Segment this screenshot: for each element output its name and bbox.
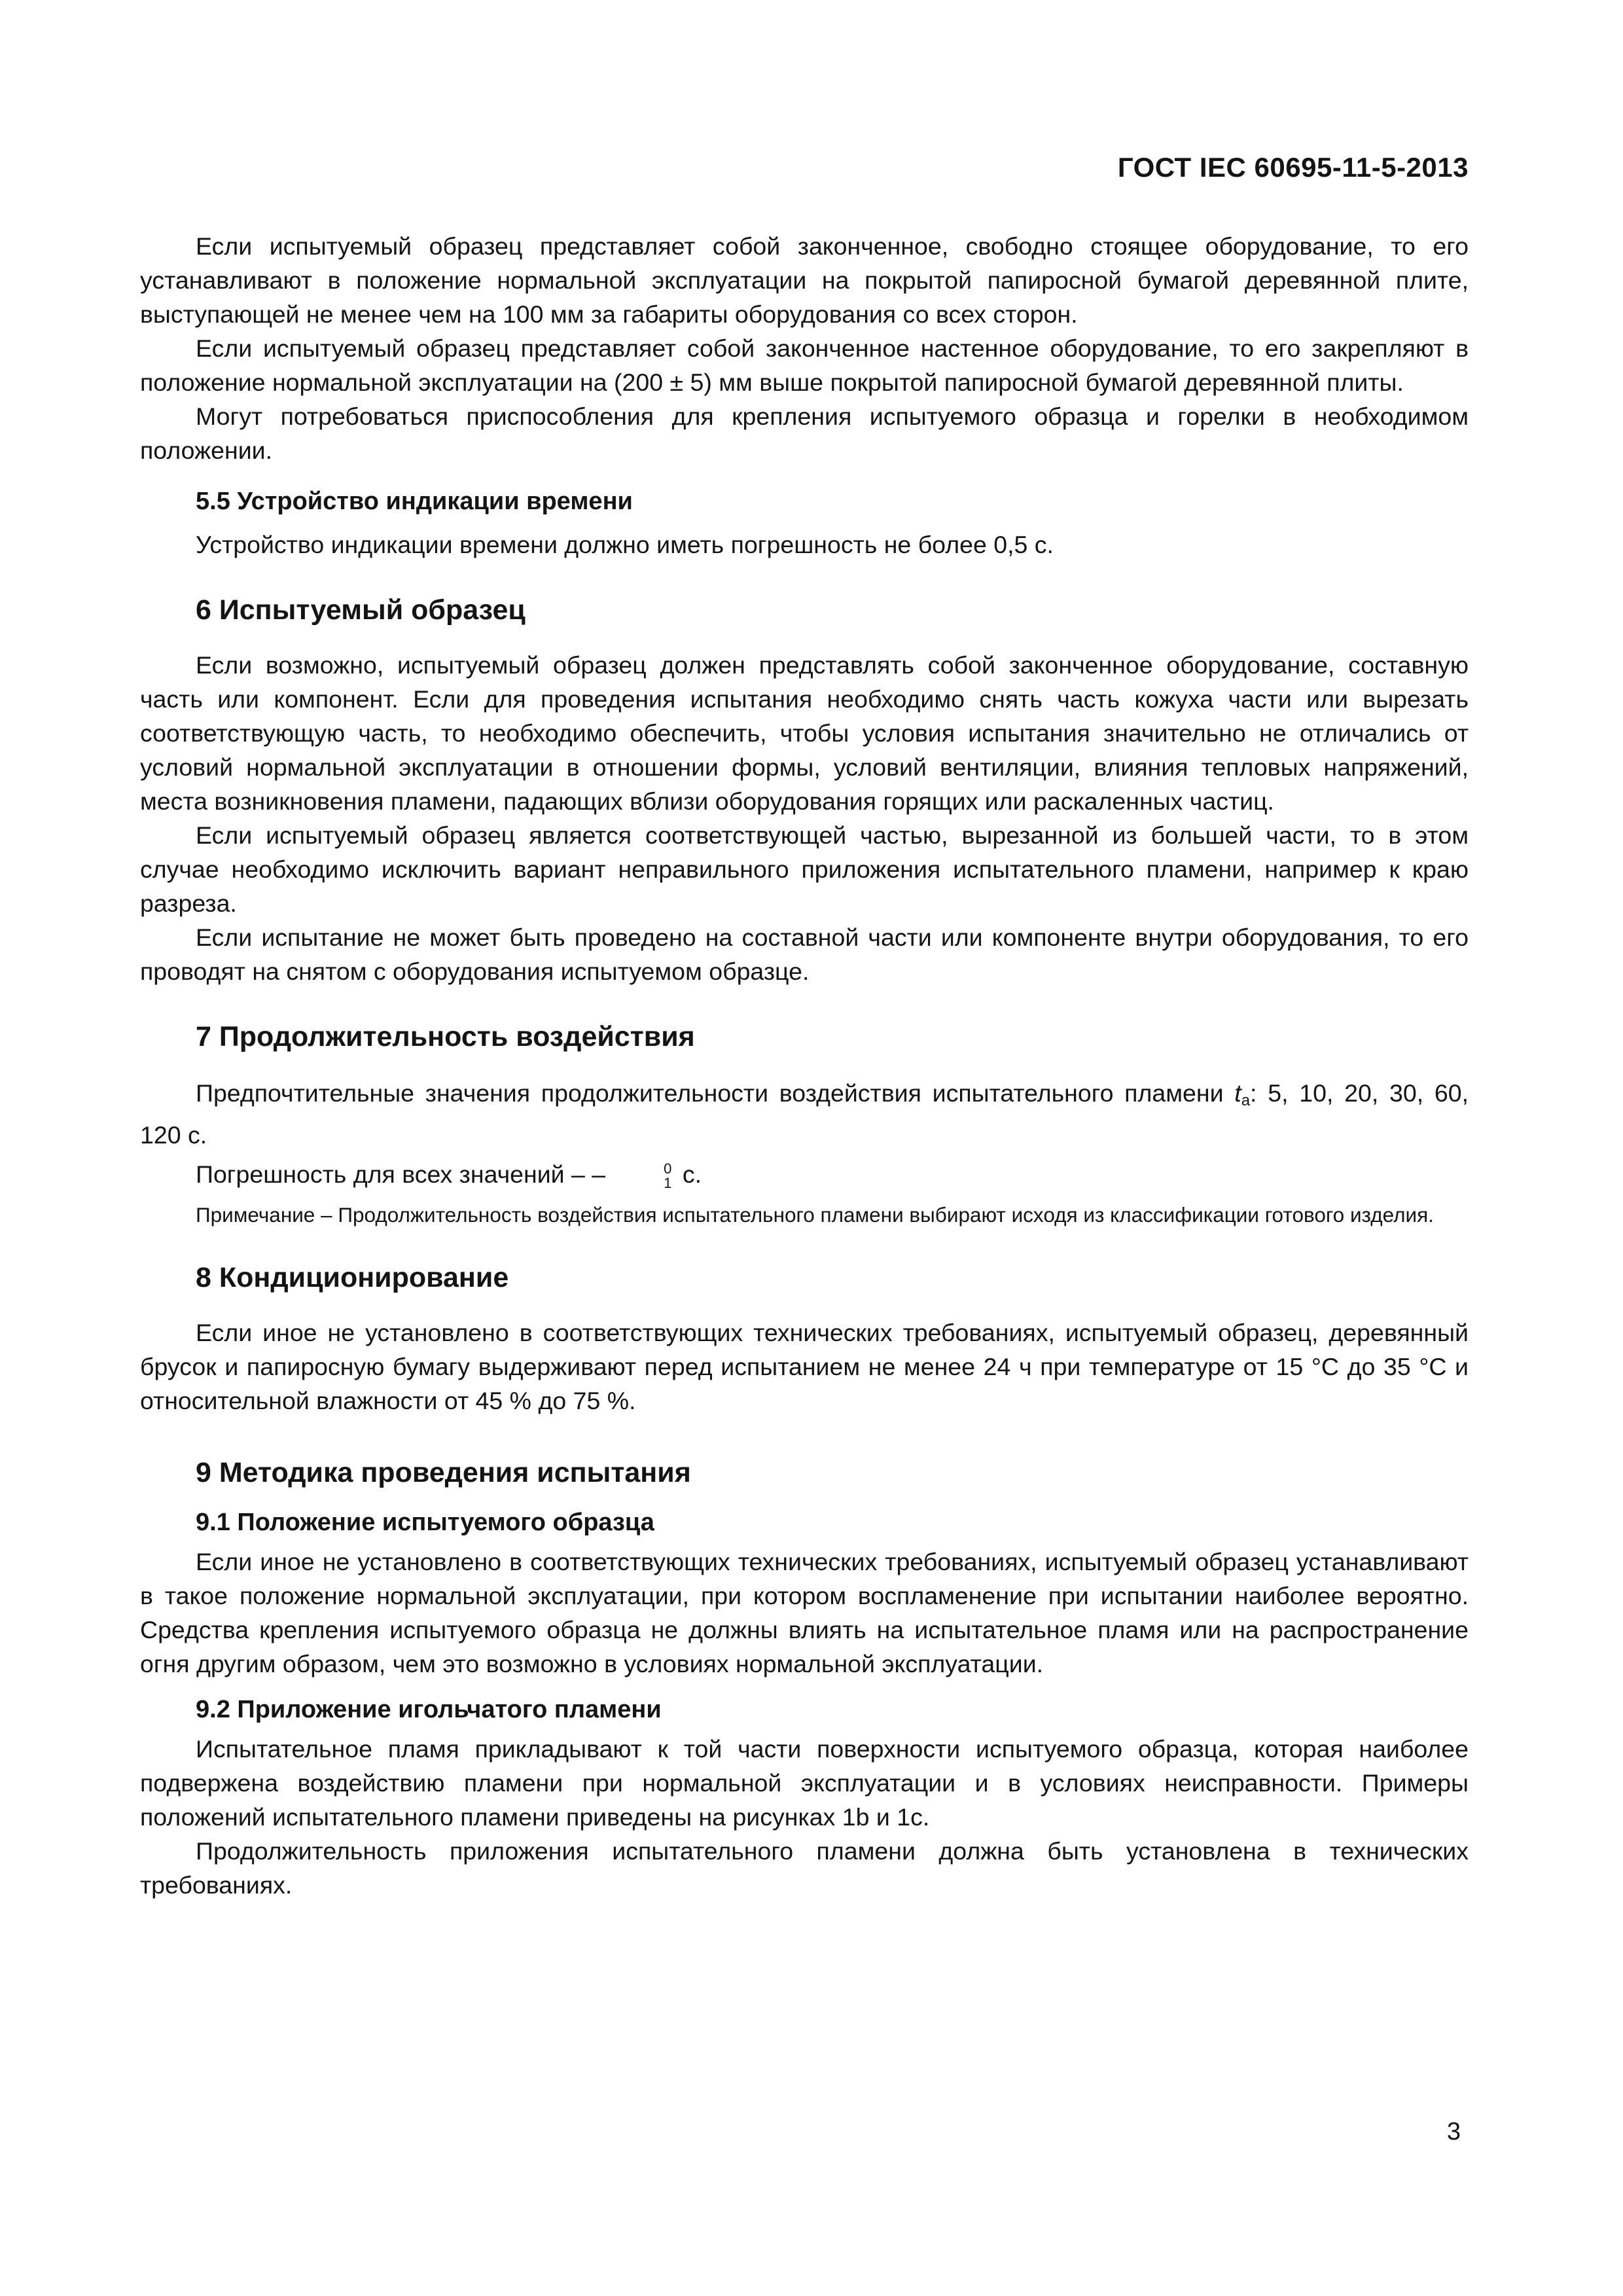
section-8-paragraph: Если иное не установлено в соответствующих технических требованиях, испытуемый образец, деревянный брусок и папиросную бумагу выдерживают перед испытанием не менее 24 ч при температуре от 15 °С до 35 °С и относительной влажности от 45 % до 75 %. bbox=[140, 1319, 1469, 1414]
section-7-note: Примечание – Продолжительность воздействия испытательного пламени выбирают исходя из классификации готового изделия. bbox=[196, 1203, 1434, 1227]
variable-t: t bbox=[1234, 1079, 1241, 1107]
section-6-heading: 6 Испытуемый образец bbox=[196, 594, 526, 626]
document-header: ГОСТ IEC 60695-11-5-2013 bbox=[1117, 152, 1469, 183]
intro-paragraph-2: Если испытуемый образец представляет собой законченное настенное оборудование, то его закрепляют в положение нормальной эксплуатации на (200 ± 5) мм выше покрытой папиросной бумагой деревянной плиты. bbox=[140, 334, 1469, 396]
section-9-2-heading: 9.2 Приложение игольчатого пламени bbox=[196, 1696, 662, 1723]
section-9-2-paragraph-1: Испытательное пламя прикладывают к той части поверхности испытуемого образца, которая наиболее подвержена воздействию пламени при нормальной эксплуатации и в условиях неисправности. Примеры положений испытательного пламени приведены на рисунках 1b и 1c. bbox=[140, 1735, 1469, 1831]
section-7-paragraph-1: Предпочтительные значения продолжительности воздействия испытательного пламени $t_a$: 5, 10, 20, 30, 60, 120 с. bbox=[140, 1079, 1469, 1149]
section-9-2-paragraph-2: Продолжительность приложения испытательного пламени должна быть установлена в технических требованиях. bbox=[140, 1837, 1469, 1899]
page-number: 3 bbox=[1446, 2118, 1461, 2145]
subscript-a: a bbox=[1241, 1092, 1251, 1109]
section-9-heading: 9 Методика проведения испытания bbox=[196, 1457, 691, 1488]
section-9-1-paragraph: Если иное не установлено в соответствующих технических требованиях, испытуемый образец устанавливают в такое положение нормальной эксплуатации, при котором воспламенение при испытании наиболее вероятно. Средства крепления испытуемого образца не должны влиять на испытательное пламя или на распространение огня другим образом, чем это возможно в условиях нормальной эксплуатации. bbox=[140, 1548, 1469, 1677]
section-5-5-heading: 5.5 Устройство индикации времени bbox=[196, 488, 633, 515]
section-7-paragraph-2: Погрешность для всех значений – – 0 1 с. bbox=[196, 1160, 702, 1192]
intro-paragraph-3: Могут потребоваться приспособления для крепления испытуемого образца и горелки в необходимом положении. bbox=[140, 403, 1469, 464]
section-5-5-paragraph: Устройство индикации времени должно иметь погрешность не более 0,5 с. bbox=[196, 531, 1054, 558]
section-6-paragraph-1: Если возможно, испытуемый образец должен представлять собой законченное оборудование, составную часть или компонент. Если для проведения испытания необходимо снять часть кожуха части или вырезать соответствующую часть, то необходимо обеспечить, чтобы условия испытания значительно не отличались от условий нормальной эксплуатации в отношении формы, условий вентиляции, влияния тепловых напряжений, места возникновения пламени, падающих вблизи оборудования горящих или раскаленных частиц. bbox=[140, 651, 1469, 815]
tolerance-value bbox=[608, 1162, 671, 1191]
intro-paragraph-1: Если испытуемый образец представляет собой законченное, свободно стоящее оборудование, то его устанавливают в положение нормальной эксплуатации на покрытой папиросной бумагой деревянной плите, выступающей не менее чем на 100 мм за габариты оборудования со всех сторон. bbox=[140, 232, 1469, 328]
section-6-paragraph-3: Если испытание не может быть проведено на составной части или компоненте внутри оборудования, то его проводят на снятом с оборудования испытуемом образце. bbox=[140, 924, 1469, 985]
section-7-heading: 7 Продолжительность воздействия bbox=[196, 1021, 695, 1052]
document-body bbox=[140, 229, 1469, 1902]
section-8-heading: 8 Кондиционирование bbox=[196, 1262, 509, 1293]
tolerance-lower: 1 bbox=[664, 1175, 672, 1192]
section-9-1-heading: 9.1 Положение испытуемого образца bbox=[196, 1509, 654, 1536]
tolerance-minus: – bbox=[592, 1160, 606, 1188]
tolerance-upper: 0 bbox=[664, 1160, 672, 1177]
section-6-paragraph-2: Если испытуемый образец является соответствующей частью, вырезанной из большей части, то в этом случае необходимо исключить вариант неправильного приложения испытательного пламени, например к краю разреза. bbox=[140, 821, 1469, 917]
